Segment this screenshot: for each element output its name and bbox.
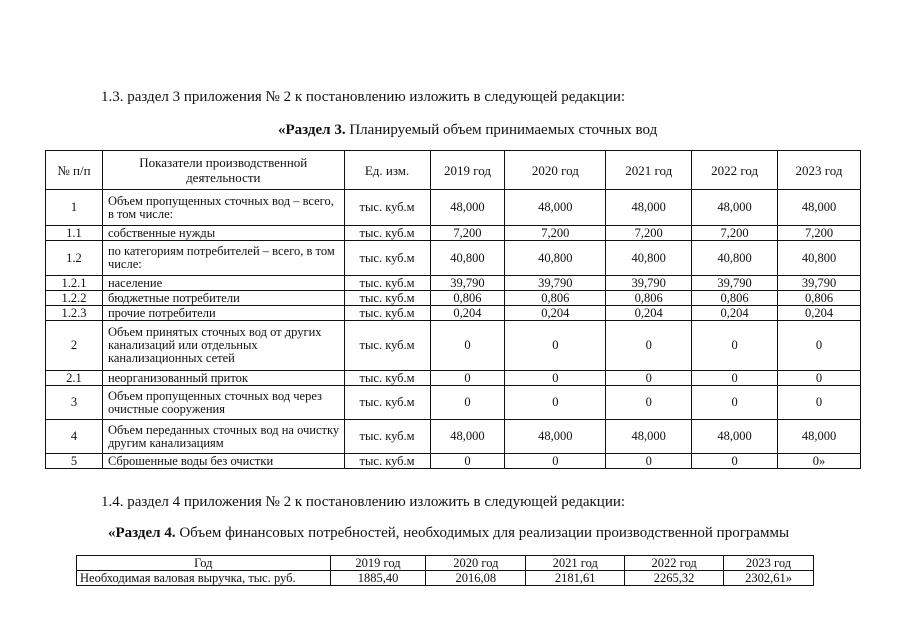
value-2023: 40,800 [778,241,861,276]
section-4-title [108,525,789,542]
value-2022: 48,000 [692,190,778,226]
paragraph-1-4: 1.4. раздел 4 приложения № 2 к постановлению изложить в следующей редакции: [101,494,626,510]
value-2019: 0,806 [430,291,505,306]
value-2019: 39,790 [430,276,505,291]
value-2022: 7,200 [692,226,778,241]
col-header-2020: 2020 год [426,556,526,571]
value-2021: 48,000 [606,420,692,454]
value-2023: 2302,61» [724,571,814,586]
indicator-name: по категориям потребителей – всего, в том числе: [102,241,344,276]
value-2020: 7,200 [505,226,606,241]
value-2023: 7,200 [778,226,861,241]
table-row [46,420,861,454]
indicator-name: бюджетные потребители [102,291,344,306]
value-2023: 0» [778,454,861,469]
value-2019: 40,800 [430,241,505,276]
indicator-name: Объем принятых сточных вод от других канализаций или отдельных канализационных сетей [102,321,344,371]
value-2023: 39,790 [778,276,861,291]
row-number: 1.2.1 [46,276,103,291]
value-2022: 40,800 [692,241,778,276]
indicator-name: Объем переданных сточных вод на очистку другим канализациям [102,420,344,454]
value-2019: 0 [430,321,505,371]
value-2019: 1885,40 [330,571,426,586]
col-header-2023: 2023 год [778,151,861,190]
value-2022: 48,000 [692,420,778,454]
value-2020: 0 [505,321,606,371]
unit: тыс. куб.м [344,306,430,321]
row-label: Необходимая валовая выручка, тыс. руб. [77,571,331,586]
table-row [77,571,814,586]
unit: тыс. куб.м [344,454,430,469]
section-3-label: «Раздел 3. [278,122,346,138]
col-header-2021: 2021 год [606,151,692,190]
indicator-name: прочие потребители [102,306,344,321]
row-number: 3 [46,386,103,420]
value-2022: 0 [692,321,778,371]
table-row [46,190,861,226]
value-2023: 0,806 [778,291,861,306]
value-2020: 48,000 [505,190,606,226]
value-2021: 0 [606,321,692,371]
section-3-name: Планируемый объем принимаемых сточных вод [345,122,658,138]
table-row [46,454,861,469]
row-number: 5 [46,454,103,469]
value-2022: 2265,32 [625,571,724,586]
unit: тыс. куб.м [344,190,430,226]
value-2021: 0,806 [606,291,692,306]
col-header-2019: 2019 год [430,151,505,190]
col-header-2021: 2021 год [526,556,625,571]
table-header-row [77,556,814,571]
row-number: 1.1 [46,226,103,241]
unit: тыс. куб.м [344,386,430,420]
value-2023: 0 [778,371,861,386]
value-2021: 0 [606,454,692,469]
col-header-2022: 2022 год [625,556,724,571]
value-2022: 0 [692,371,778,386]
unit: тыс. куб.м [344,291,430,306]
table-row [46,226,861,241]
unit: тыс. куб.м [344,321,430,371]
unit: тыс. куб.м [344,420,430,454]
row-number: 1.2.3 [46,306,103,321]
value-2021: 0 [606,386,692,420]
value-2021: 40,800 [606,241,692,276]
value-2020: 0 [505,454,606,469]
indicator-name: Объем пропущенных сточных вод через очистные сооружения [102,386,344,420]
table-row [46,321,861,371]
paragraph-1-3: 1.3. раздел 3 приложения № 2 к постановлению изложить в следующей редакции: [101,89,626,105]
value-2020: 0 [505,371,606,386]
indicator-name: неорганизованный приток [102,371,344,386]
value-2021: 2181,61 [526,571,625,586]
value-2020: 40,800 [505,241,606,276]
table-row [46,291,861,306]
value-2020: 48,000 [505,420,606,454]
row-number: 1.2 [46,241,103,276]
value-2023: 48,000 [778,190,861,226]
value-2019: 0,204 [430,306,505,321]
col-header-2022: 2022 год [692,151,778,190]
col-header-year: Год [77,556,331,571]
value-2020: 0,806 [505,291,606,306]
value-2022: 0,806 [692,291,778,306]
value-2019: 7,200 [430,226,505,241]
value-2021: 7,200 [606,226,692,241]
value-2019: 0 [430,371,505,386]
unit: тыс. куб.м [344,371,430,386]
value-2021: 48,000 [606,190,692,226]
indicator-name: население [102,276,344,291]
col-header-no: № п/п [46,151,103,190]
table-header-row [46,151,861,190]
table-row [46,306,861,321]
value-2020: 0,204 [505,306,606,321]
col-header-2023: 2023 год [724,556,814,571]
value-2022: 0 [692,454,778,469]
row-number: 1.2.2 [46,291,103,306]
value-2021: 39,790 [606,276,692,291]
value-2023: 48,000 [778,420,861,454]
value-2019: 48,000 [430,190,505,226]
table-row [46,276,861,291]
value-2020: 2016,08 [426,571,526,586]
value-2020: 39,790 [505,276,606,291]
value-2021: 0 [606,371,692,386]
row-number: 2.1 [46,371,103,386]
section-4-label: «Раздел 4. [108,525,176,541]
wastewater-volume-table [45,150,861,469]
value-2023: 0 [778,386,861,420]
unit: тыс. куб.м [344,226,430,241]
value-2019: 48,000 [430,420,505,454]
value-2022: 0 [692,386,778,420]
financial-needs-table [76,555,814,586]
value-2023: 0 [778,321,861,371]
indicator-name: Объем пропущенных сточных вод – всего, в том числе: [102,190,344,226]
unit: тыс. куб.м [344,276,430,291]
table-row [46,371,861,386]
value-2020: 0 [505,386,606,420]
value-2022: 39,790 [692,276,778,291]
value-2019: 0 [430,454,505,469]
value-2021: 0,204 [606,306,692,321]
table-row [46,241,861,276]
value-2019: 0 [430,386,505,420]
section-3-title [278,122,657,139]
unit: тыс. куб.м [344,241,430,276]
col-header-unit: Ед. изм. [344,151,430,190]
col-header-2019: 2019 год [330,556,426,571]
row-number: 4 [46,420,103,454]
indicator-name: Сброшенные воды без очистки [102,454,344,469]
table-row [46,386,861,420]
value-2022: 0,204 [692,306,778,321]
indicator-name: собственные нужды [102,226,344,241]
section-4-name: Объем финансовых потребностей, необходимых для реализации производственной программы [175,525,790,541]
col-header-indicator: Показатели производственной деятельности [102,151,344,190]
row-number: 1 [46,190,103,226]
row-number: 2 [46,321,103,371]
col-header-2020: 2020 год [505,151,606,190]
value-2023: 0,204 [778,306,861,321]
